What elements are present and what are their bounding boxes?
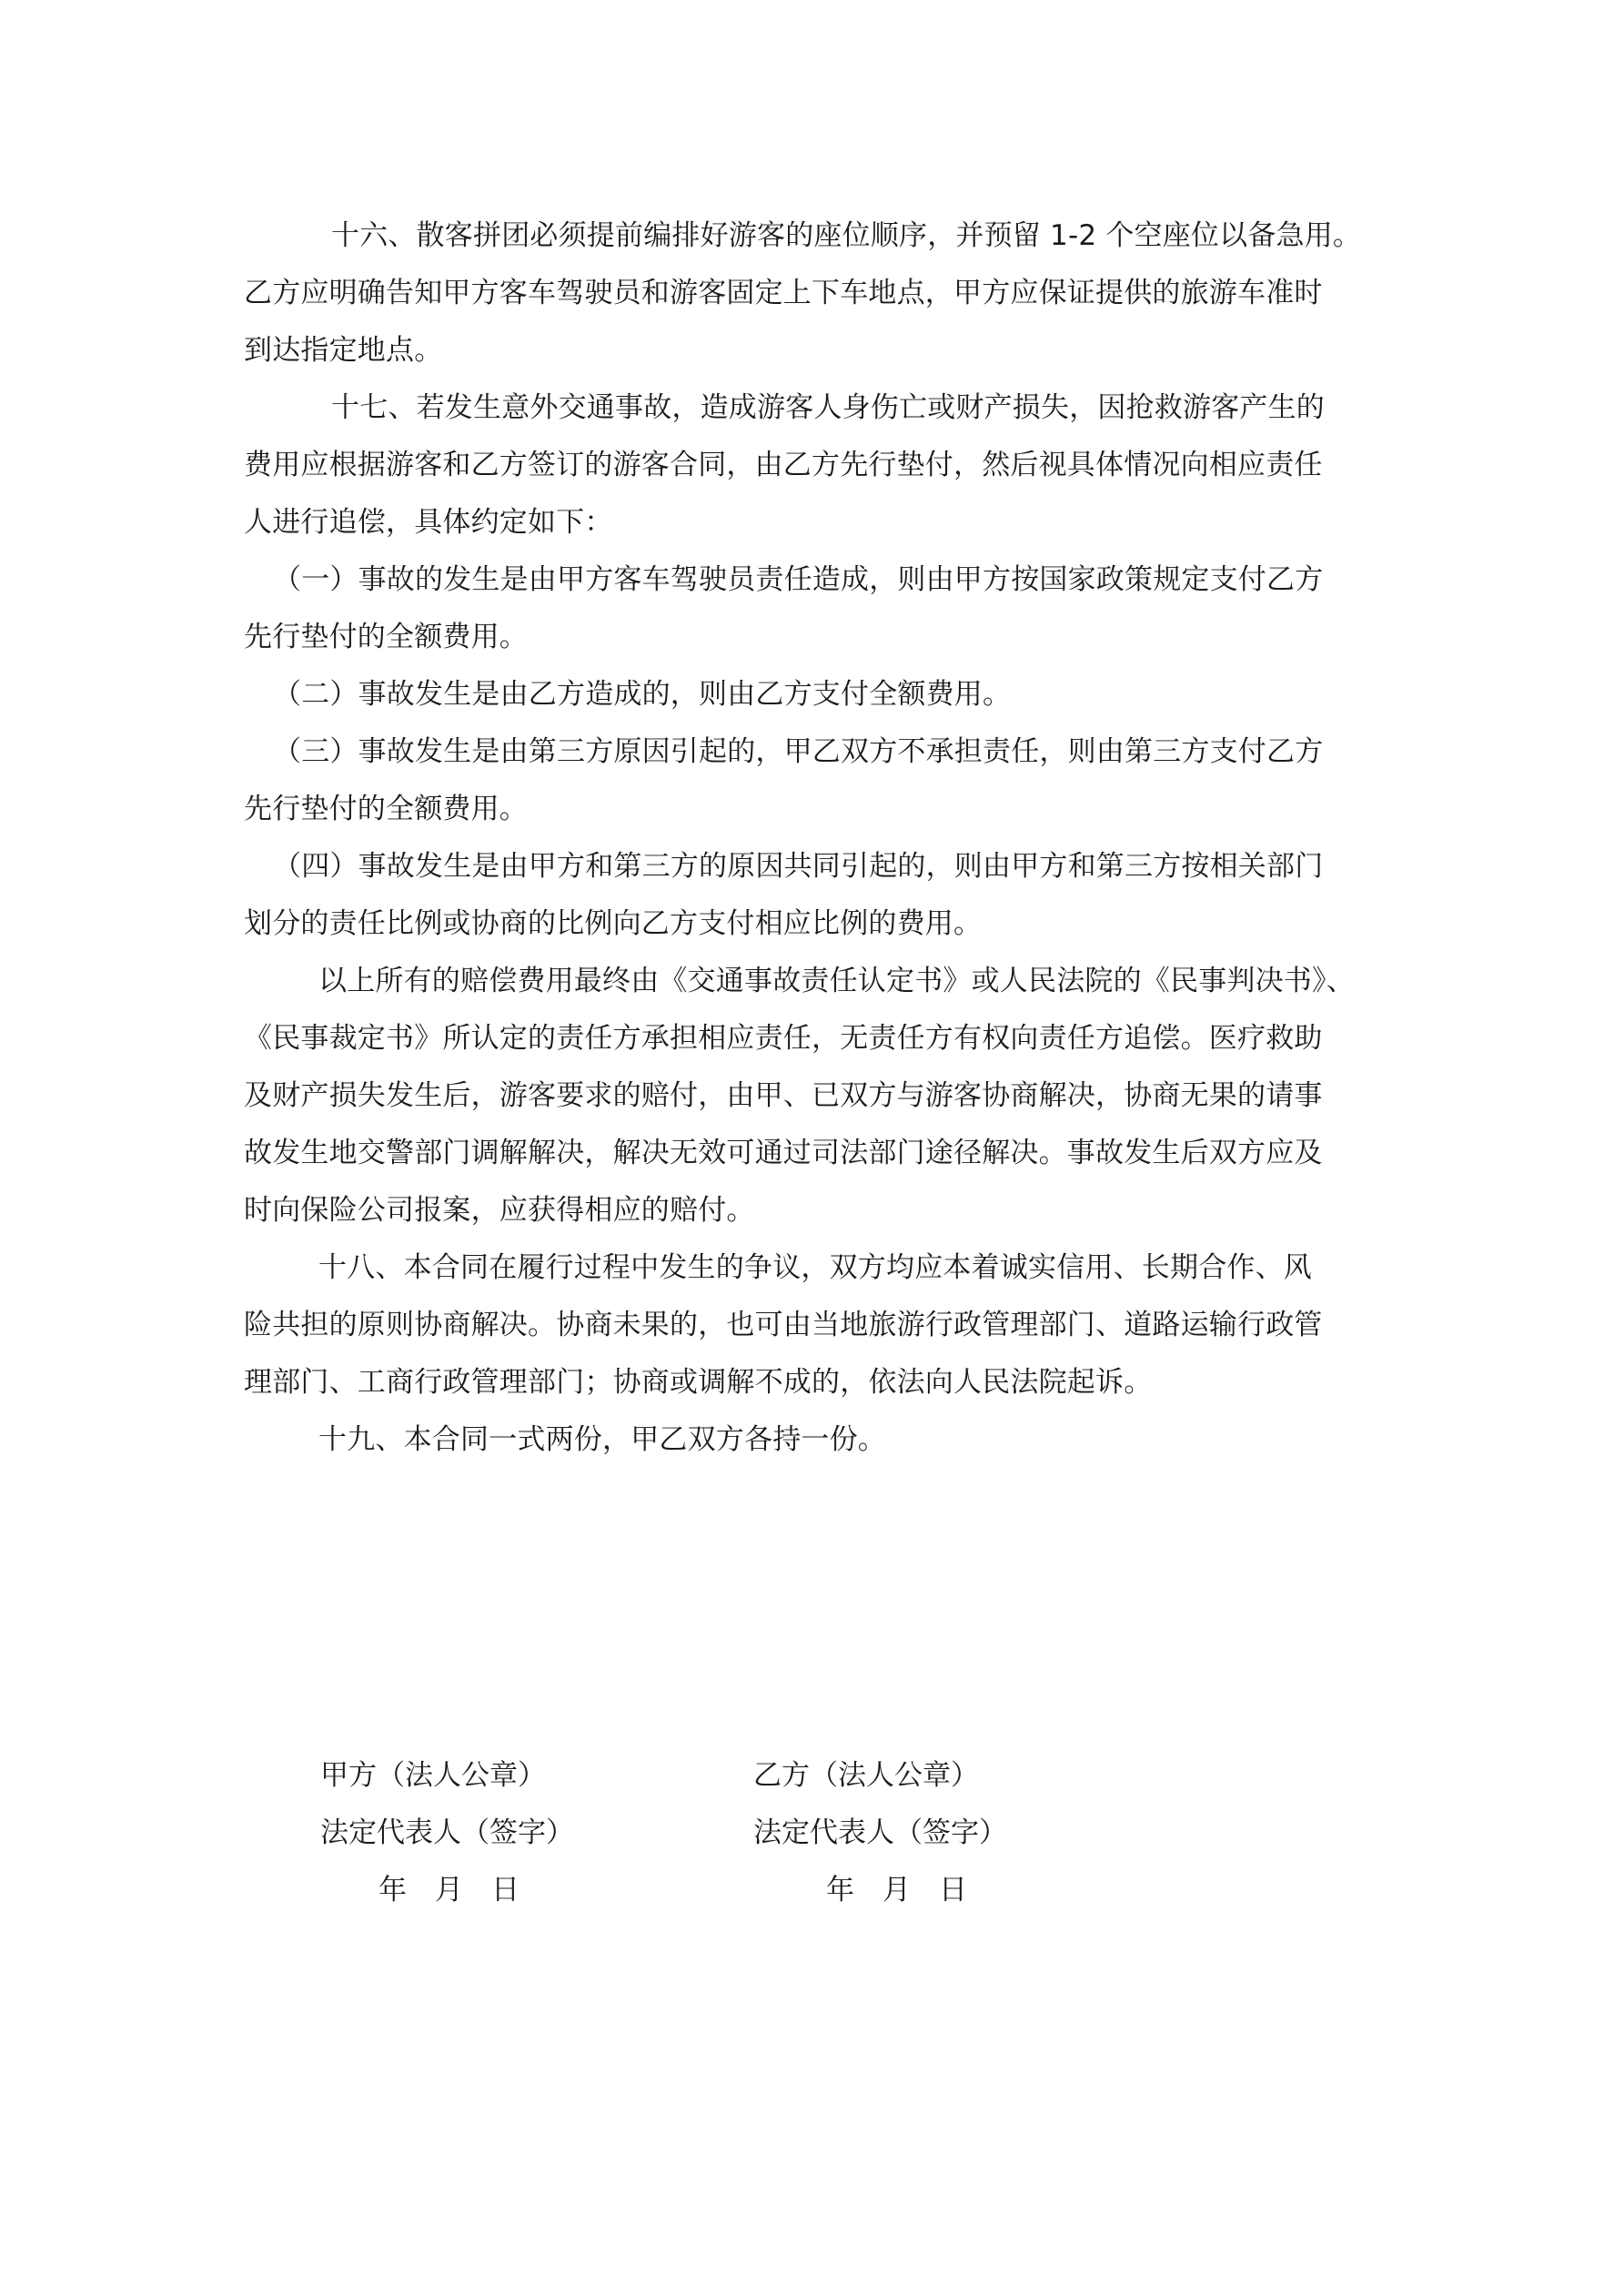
paragraph-compensation (244, 953, 1381, 1239)
paragraph-clause-19 (244, 1411, 1381, 1469)
text-line: 以上所有的赔偿费用最终由《交通事故责任认定书》或人民法院的《民事判决书》、 (318, 965, 1355, 997)
text-line: 理部门、工商行政管理部门；协商或调解不成的，依法向人民法院起诉。 (244, 1366, 1153, 1399)
party-a-representative-label: 法定代表人（签字） (320, 1816, 574, 1849)
text-line: 故发生地交警部门调解解决，解决无效可通过司法部门途径解决。事故发生后双方应及 (244, 1137, 1323, 1169)
paragraph-clause-16 (244, 207, 1381, 379)
text-line: （二）事故发生是由乙方造成的，则由乙方支付全额费用。 (273, 678, 1012, 711)
text-line: 乙方应明确告知甲方客车驾驶员和游客固定上下车地点，甲方应保证提供的旅游车准时 (244, 277, 1323, 309)
paragraph-item-2 (244, 666, 1381, 723)
party-b-seal-label: 乙方（法人公章） (753, 1759, 979, 1792)
party-b-representative-label: 法定代表人（签字） (753, 1816, 1007, 1849)
paragraph-item-1 (244, 551, 1381, 666)
text-line: 十九、本合同一式两份，甲乙双方各持一份。 (318, 1423, 886, 1456)
text-line: （一）事故的发生是由甲方客车驾驶员责任造成，则由甲方按国家政策规定支付乙方 (273, 563, 1324, 596)
paragraph-item-3 (244, 723, 1381, 838)
text-line: 十七、若发生意外交通事故，造成游客人身伤亡或财产损失，因抢救游客产生的 (331, 391, 1325, 424)
party-a-signature-block (320, 1747, 574, 1919)
text-line: 人进行追偿，具体约定如下： (244, 506, 613, 539)
text-line: 十八、本合同在履行过程中发生的争议，双方均应本着诚实信用、长期合作、风 (318, 1251, 1312, 1284)
party-a-date-label: 年 月 日 (378, 1874, 519, 1907)
paragraph-item-4 (244, 838, 1381, 953)
text-line: 十六、散客拼团必须提前编排好游客的座位顺序，并预留 1-2 个空座位以备急用。 (331, 219, 1362, 252)
party-b-date-label: 年 月 日 (826, 1874, 967, 1907)
text-line: 到达指定地点。 (244, 334, 443, 367)
text-line: （三）事故发生是由第三方原因引起的，甲乙双方不承担责任，则由第三方支付乙方 (273, 735, 1324, 768)
text-line: 先行垫付的全额费用。 (244, 621, 528, 653)
text-line: 时向保险公司报案，应获得相应的赔付。 (244, 1194, 755, 1227)
party-a-seal-label: 甲方（法人公章） (320, 1759, 546, 1792)
paragraph-clause-18 (244, 1239, 1381, 1411)
text-line: 费用应根据游客和乙方签订的游客合同，由乙方先行垫付，然后视具体情况向相应责任 (244, 449, 1323, 481)
text-line: （四）事故发生是由甲方和第三方的原因共同引起的，则由甲方和第三方按相关部门 (273, 850, 1324, 883)
text-line: 先行垫付的全额费用。 (244, 793, 528, 825)
contract-body (244, 207, 1381, 1469)
text-line: 及财产损失发生后，游客要求的赔付，由甲、已双方与游客协商解决，协商无果的请事 (244, 1079, 1323, 1112)
text-line: 划分的责任比例或协商的比例向乙方支付相应比例的费用。 (244, 907, 983, 940)
text-line: 险共担的原则协商解决。协商未果的，也可由当地旅游行政管理部门、道路运输行政管 (244, 1309, 1323, 1341)
party-b-signature-block (753, 1747, 1007, 1919)
text-line: 《民事裁定书》所认定的责任方承担相应责任，无责任方有权向责任方追偿。医疗救助 (244, 1022, 1323, 1055)
paragraph-clause-17 (244, 379, 1381, 551)
